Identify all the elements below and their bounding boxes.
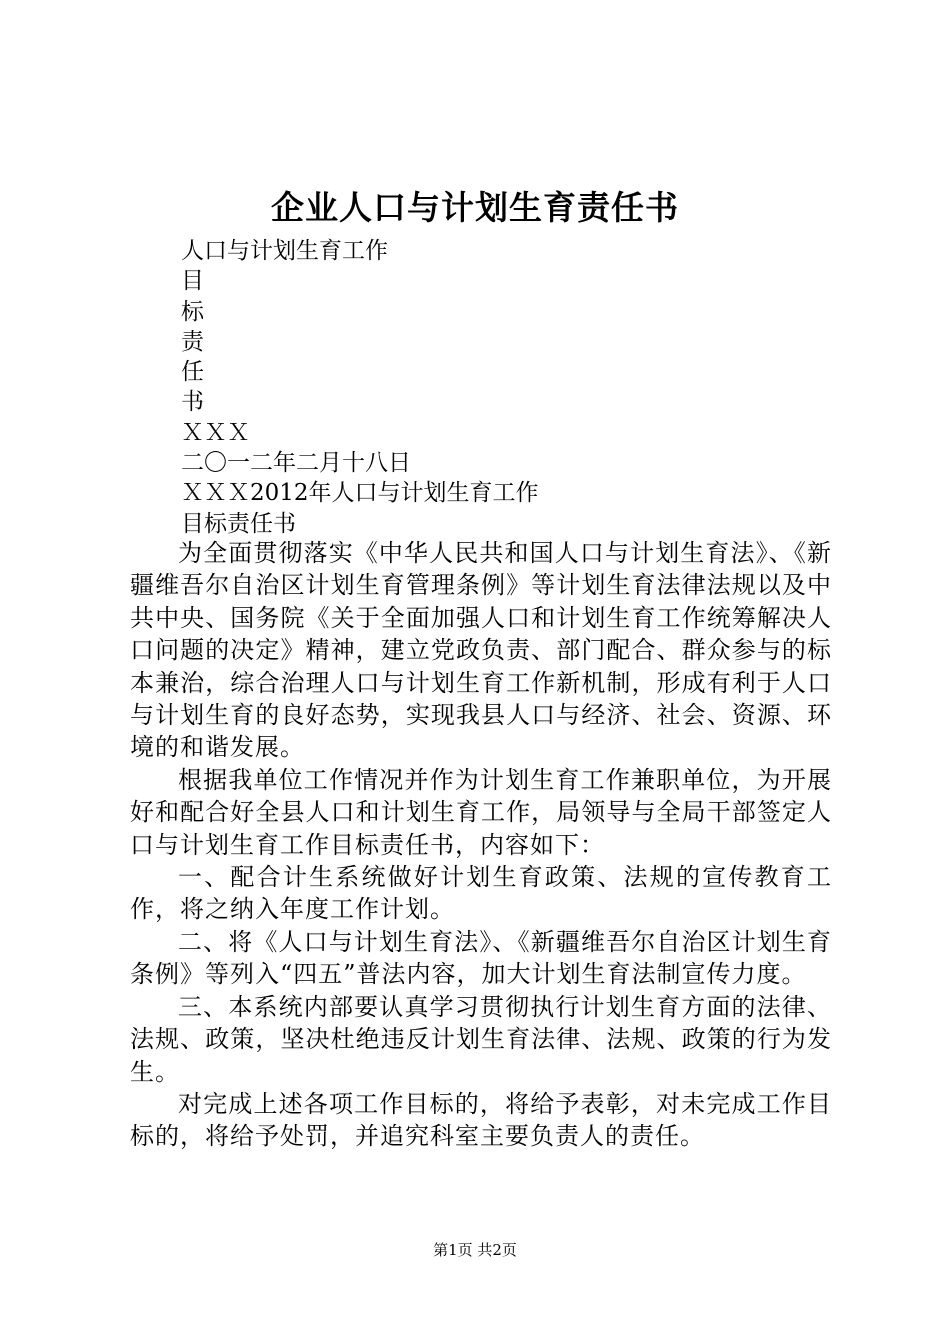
paragraph: 三、本系统内部要认真学习贯彻执行计划生育方面的法律、法规、政策，坚决杜绝违反计划生育法律、法规、政策的行为发生。 (130, 992, 832, 1086)
cover-line: 书 (181, 389, 204, 416)
cover-line: 目 (181, 268, 204, 295)
cover-line: 责 (181, 328, 204, 355)
cover-line: ＸＸＸ2012年人口与计划生育工作 (181, 480, 539, 507)
paragraph: 根据我单位工作情况并作为计划生育工作兼职单位，为开展好和配合好全县人口和计划生育工作，局领导与全局干部签定人口与计划生育工作目标责任书，内容如下： (130, 765, 832, 859)
cover-line: 目标责任书 (181, 510, 296, 537)
document-body (130, 537, 832, 1153)
paragraph: 为全面贯彻落实《中华人民共和国人口与计划生育法》、《新疆维吾尔自治区计划生育管理条例》等计划生育法律法规以及中共中央、国务院《关于全面加强人口和计划生育工作统筹解决人口问题的决定》精神，建立党政负责、部门配合、群众参与的标本兼治，综合治理人口与计划生育工作新机制，形成有利于人口与计划生育的良好态势，实现我县人口与经济、社会、资源、环境的和谐发展。 (130, 539, 832, 762)
paragraph: 二、将《人口与计划生育法》、《新疆维吾尔自治区计划生育条例》等列入“四五”普法内容，加大计划生育法制宣传力度。 (130, 927, 832, 989)
document-title: 企业人口与计划生育责任书 (271, 188, 679, 227)
cover-date: 二〇一二年二月十八日 (181, 450, 411, 477)
cover-line: 人口与计划生育工作 (181, 238, 388, 264)
paragraph: 对完成上述各项工作目标的，将给予表彰，对未完成工作目标的，将给予处罚，并追究科室主要负责人的责任。 (130, 1089, 832, 1151)
paragraph: 一、配合计生系统做好计划生育政策、法规的宣传教育工作，将之纳入年度工作计划。 (130, 863, 832, 924)
cover-line: 任 (181, 359, 204, 386)
cover-block (181, 236, 539, 539)
cover-line: 标 (181, 298, 204, 325)
page-footer: 第1页 共2页 (433, 1241, 517, 1259)
cover-line: ＸＸＸ (181, 419, 250, 446)
